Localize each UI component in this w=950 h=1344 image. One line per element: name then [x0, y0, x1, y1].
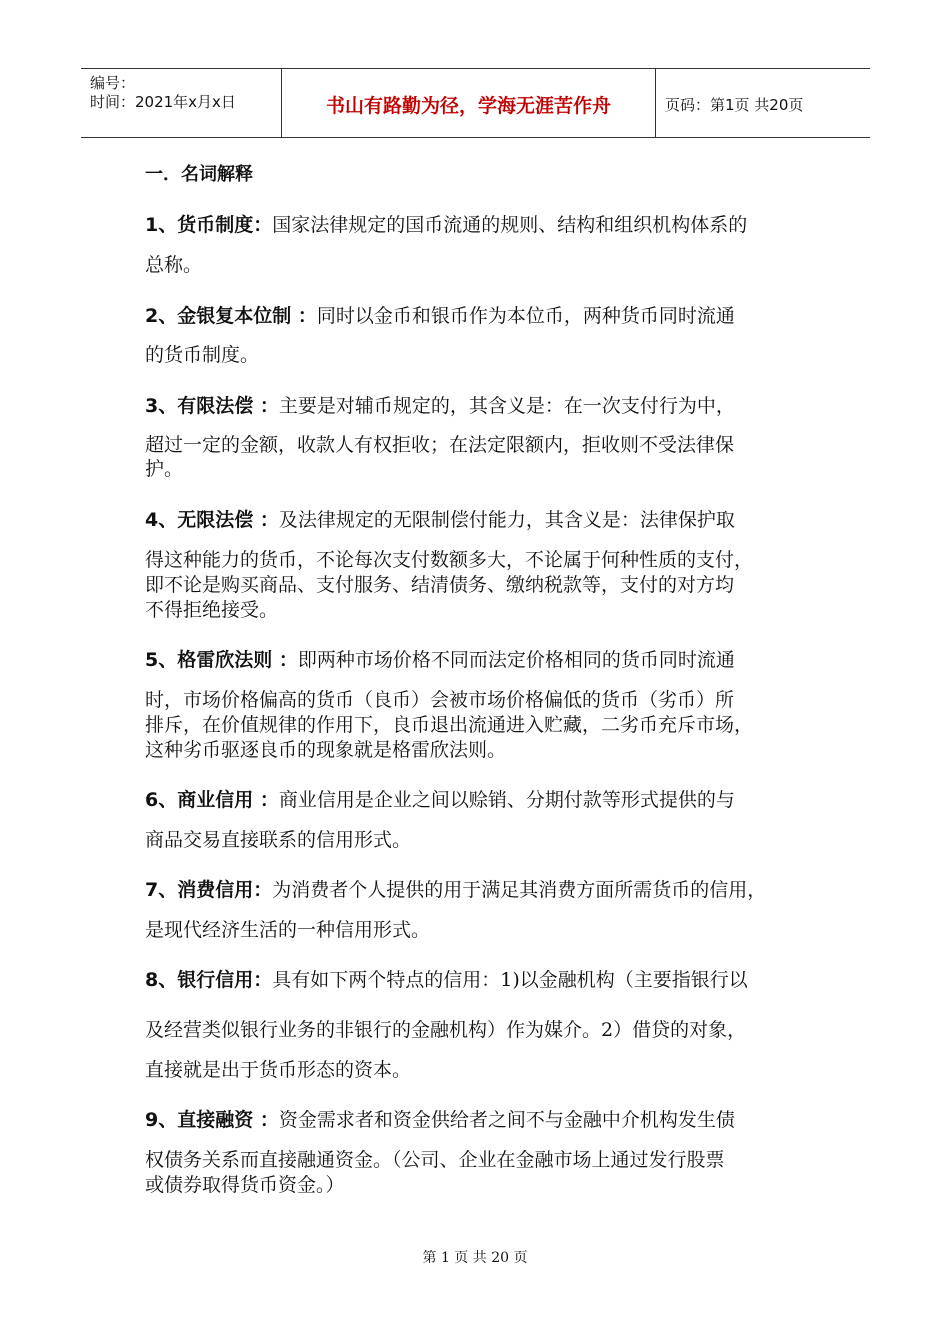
term: 1、货币制度：: [145, 214, 273, 236]
definition-text: 是现代经济生活的一种信用形式。: [145, 919, 431, 941]
definition-text: 及经营类似银行业务的非银行的金融机构）作为媒介。2）借贷的对象，: [145, 1019, 747, 1041]
definition-text: 国家法律规定的国币流通的规则、结构和组织机构体系的: [272, 214, 748, 236]
definition-text: 资金需求者和资金供给者之间不与金融中介机构发生债: [278, 1109, 735, 1131]
definition-text: 商品交易直接联系的信用形式。: [145, 829, 412, 851]
definition-text: 总称。: [145, 254, 203, 276]
motto: 书山有路勤为径，学海无涯苦作舟: [325, 95, 611, 117]
definition-item-3: [145, 391, 735, 418]
definition-text: 护。: [145, 458, 184, 480]
term: 6、商业信用 ：: [145, 789, 279, 811]
definition-text: 直接就是出于货币形态的资本。: [145, 1059, 412, 1081]
definition-text: 或债券取得货币资金。）: [145, 1174, 345, 1196]
definition-text: 同时以金币和银币作为本位币，两种货币同时流通: [316, 305, 735, 327]
definition-text: 超过一定的金额，收款人有权拒收；在法定限额内，拒收则不受法律保: [145, 434, 735, 456]
definition-item-6: [145, 785, 735, 812]
definition-text: 主要是对辅币规定的，其含义是：在一次支付行为中，: [278, 395, 735, 417]
definition-text: 即不论是购买商品、支付服务、结清债务、缴纳税款等，支付的对方均: [145, 574, 735, 596]
number-label: 编号：: [90, 74, 136, 92]
definition-text: 商业信用是企业之间以赊销、分期付款等形式提供的与: [278, 789, 735, 811]
definition-item-4: [145, 505, 735, 532]
term: 8、银行信用：: [145, 969, 273, 991]
definition-text: 具有如下两个特点的信用：1)以金融机构（主要指银行以: [272, 969, 748, 991]
page-footer: 第 1 页 共 20 页: [422, 1250, 528, 1266]
definition-text: 权债务关系而直接融通资金。（公司、企业在金融市场上通过发行股票: [145, 1149, 725, 1171]
term: 7、消费信用：: [145, 879, 273, 901]
header-info-cell: [81, 69, 282, 137]
definition-item-7: [145, 875, 766, 902]
time-label: 时间：2021年x月x日: [90, 93, 236, 111]
definition-text: 得这种能力的货币，不论每次支付数额多大，不论属于何种性质的支付，: [145, 549, 754, 571]
definition-item-2: [145, 301, 735, 328]
section-title: 一．名词解释: [145, 164, 253, 185]
definition-item-9: [145, 1105, 735, 1132]
term: 4、无限法偿 ：: [145, 509, 279, 531]
definition-item-8: [145, 965, 748, 992]
term: 5、格雷欣法则 ：: [145, 649, 298, 671]
term: 3、有限法偿 ：: [145, 395, 279, 417]
definition-text: 不得拒绝接受。: [145, 599, 279, 621]
term: 2、金银复本位制 ：: [145, 305, 317, 327]
definition-text: 的货币制度。: [145, 344, 260, 366]
definition-text: 这种劣币驱逐良币的现象就是格雷欣法则。: [145, 739, 507, 761]
page-header: [81, 68, 870, 138]
definition-text: 排斥，在价值规律的作用下，良币退出流通进入贮藏，二劣币充斥市场，: [145, 714, 754, 736]
term: 9、直接融资 ：: [145, 1109, 279, 1131]
definition-text: 及法律规定的无限制偿付能力，其含义是：法律保护取: [278, 509, 735, 531]
definition-text: 即两种市场价格不同而法定价格相同的货币同时流通: [297, 649, 735, 671]
header-motto-cell: [282, 69, 656, 137]
page-number-label: 页码：第1页 共20页: [665, 96, 804, 114]
definition-item-1: [145, 210, 747, 237]
header-page-cell: [656, 69, 870, 137]
definition-item-5: [145, 645, 735, 672]
definition-text: 时，市场价格偏高的货币（良币）会被市场价格偏低的货币（劣币）所: [145, 689, 735, 711]
definition-text: 为消费者个人提供的用于满足其消费方面所需货币的信用，: [272, 879, 767, 901]
